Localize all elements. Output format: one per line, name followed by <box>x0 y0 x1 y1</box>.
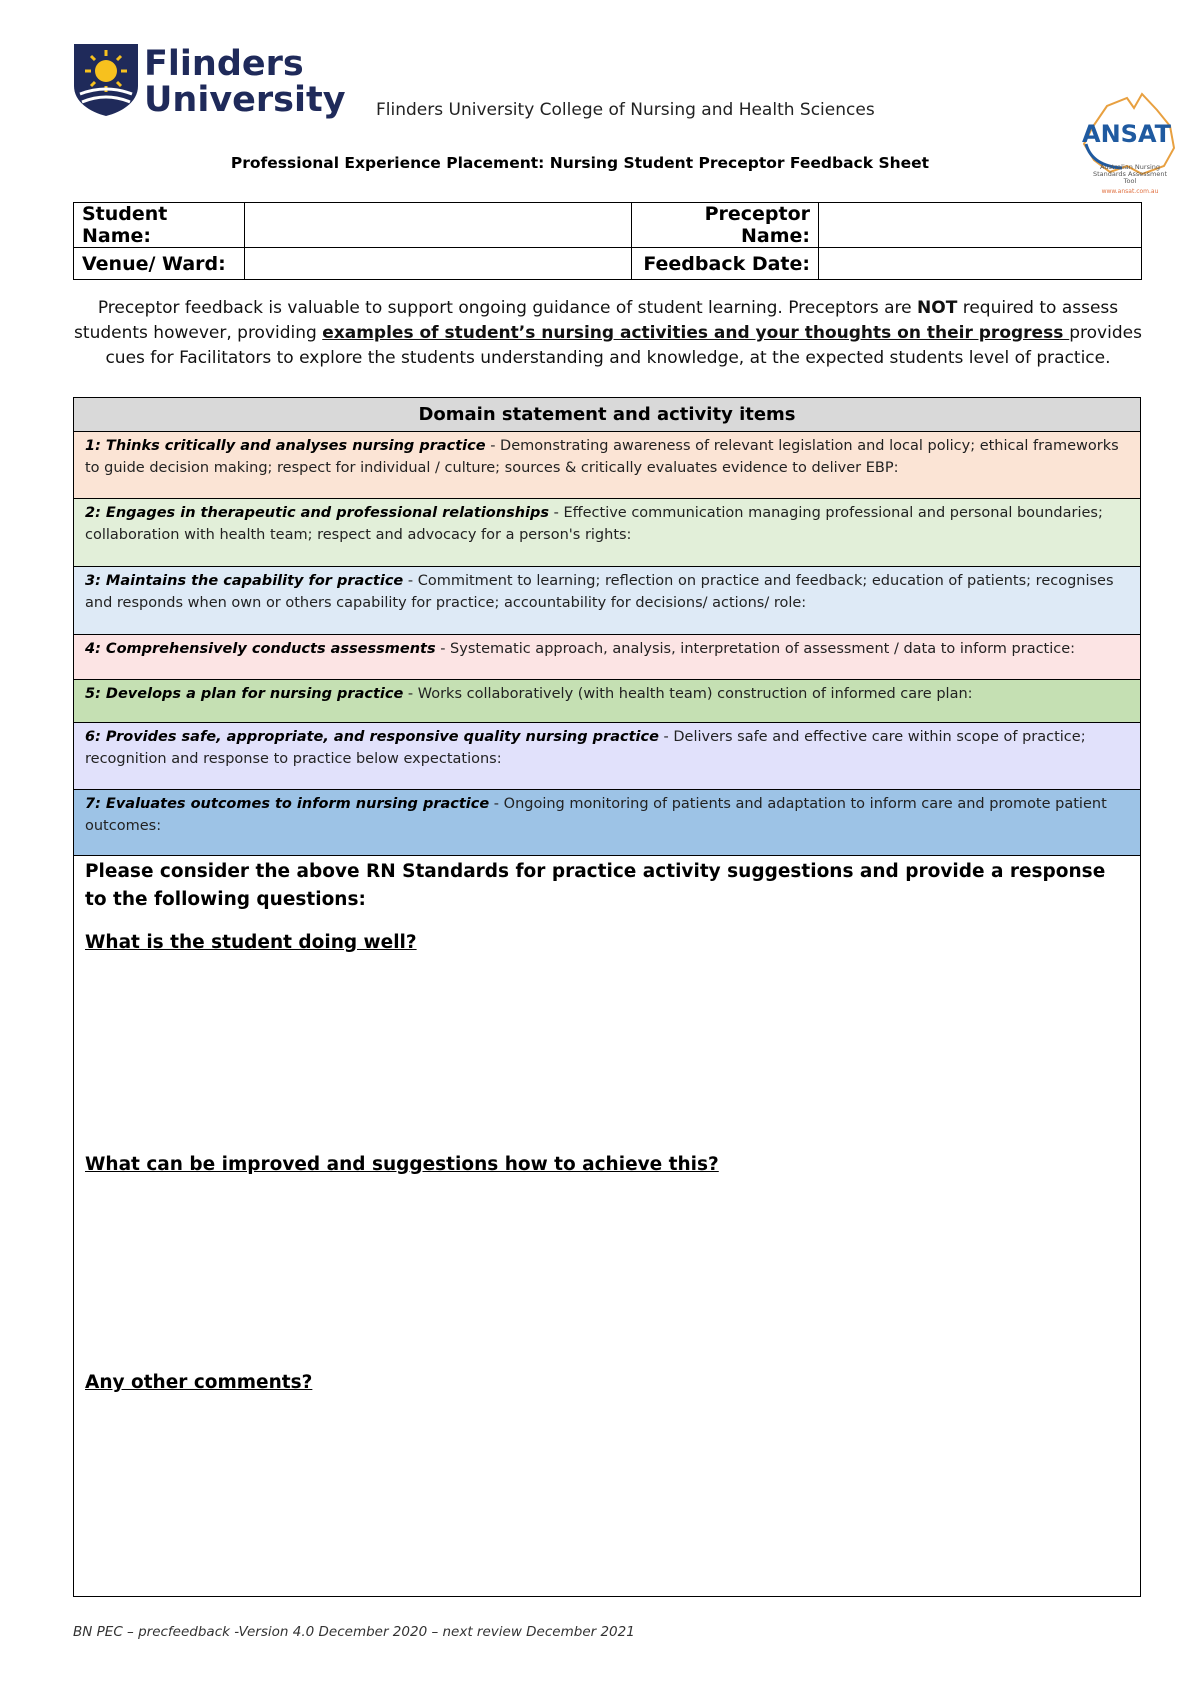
domain-row <box>74 790 1140 856</box>
domain-title: 3: Maintains the capability for practice <box>85 573 404 589</box>
domain-title: 6: Provides safe, appropriate, and responsive quality nursing practice <box>85 729 659 745</box>
ansat-subtitle: Australian Nursing Standards Assessment Tool <box>1092 163 1167 185</box>
flinders-crest-icon <box>72 44 140 116</box>
page-footer: BN PEC – precfeedback -Version 4.0 December 2020 – next review December 2021 <box>73 1624 635 1640</box>
domain-text: - Systematic approach, analysis, interpretation of assessment / data to inform practice: <box>435 641 1076 657</box>
preceptor-name-field[interactable] <box>819 203 1142 248</box>
domain-row <box>74 567 1140 635</box>
student-name-label: Student Name: <box>74 203 245 248</box>
intro-paragraph <box>72 296 1144 371</box>
page-title: Professional Experience Placement: Nursing Student Preceptor Feedback Sheet <box>230 154 930 172</box>
domain-text: - Effective communication managing professional and personal boundaries; collaboration with health team; respect and advocacy for a person's rights: <box>85 505 1103 543</box>
intro-text-2: required to assess students however, providing <box>74 298 1119 343</box>
intro-text-3: provides cues for Facilitators to explore the students understanding and knowledge, at the expected students level of practice. <box>105 323 1142 368</box>
domain-text: - Demonstrating awareness of relevant legislation and local policy; ethical frameworks to guide decision making; respect for individual / culture; sources & critically evaluates evidence to deliver EBP: <box>85 438 1119 476</box>
domain-title: 4: Comprehensively conducts assessments <box>85 641 436 657</box>
questions-intro: Please consider the above RN Standards for practice activity suggestions and provide a response to the following questions: <box>85 861 1106 910</box>
student-name-field[interactable] <box>245 203 632 248</box>
domain-text: - Works collaboratively (with health team) construction of informed care plan: <box>403 686 973 702</box>
intro-text-1: Preceptor feedback is valuable to support ongoing guidance of student learning. Preceptors are <box>97 298 918 318</box>
venue-ward-label: Venue/ Ward: <box>74 248 245 280</box>
domain-text: - Ongoing monitoring of patients and adaptation to inform care and promote patient outcomes: <box>85 796 1107 834</box>
question-doing-well: What is the student doing well? <box>85 932 417 953</box>
ansat-logo <box>1072 88 1184 200</box>
ansat-url: www.ansat.com.au <box>1101 188 1159 195</box>
answer-other-comments-area[interactable] <box>85 1402 1125 1642</box>
domain-row <box>74 432 1140 499</box>
questions-section <box>74 856 1140 1656</box>
domain-row <box>74 680 1140 723</box>
college-name: Flinders University College of Nursing and Health Sciences <box>376 100 875 120</box>
domain-heading: Domain statement and activity items <box>74 398 1140 432</box>
domain-row <box>74 635 1140 680</box>
student-info-table <box>73 202 1142 280</box>
domain-title: 5: Develops a plan for nursing practice <box>85 686 404 702</box>
feedback-date-field[interactable] <box>819 248 1142 280</box>
domain-row <box>74 723 1140 790</box>
intro-emphasis: examples of student’s nursing activities and your thoughts on their progress <box>322 323 1070 343</box>
feedback-date-label: Feedback Date: <box>632 248 819 280</box>
venue-ward-field[interactable] <box>245 248 632 280</box>
flinders-logo <box>72 44 346 124</box>
logo-line-1: Flinders <box>144 44 304 84</box>
logo-line-2: University <box>144 80 346 120</box>
question-improvements: What can be improved and suggestions how to achieve this? <box>85 1154 719 1175</box>
domain-feedback-box <box>73 397 1141 1597</box>
domain-title: 2: Engages in therapeutic and professional relationships <box>85 505 550 521</box>
answer-improvements-area[interactable] <box>85 1184 1125 1364</box>
domain-text: - Delivers safe and effective care within scope of practice; recognition and response to practice below expectations: <box>85 729 1086 767</box>
answer-doing-well-area[interactable] <box>85 962 1125 1142</box>
domain-text: - Commitment to learning; reflection on practice and feedback; education of patients; recognises and responds when own or others capability for practice; accountability for decisions/ actions/ role: <box>85 573 1114 611</box>
domain-title: 7: Evaluates outcomes to inform nursing practice <box>85 796 490 812</box>
domain-row <box>74 499 1140 567</box>
question-other-comments: Any other comments? <box>85 1372 313 1393</box>
intro-not: NOT <box>917 298 958 318</box>
domain-title: 1: Thinks critically and analyses nursing practice <box>85 438 486 454</box>
preceptor-name-label: Preceptor Name: <box>632 203 819 248</box>
ansat-badge-text: ANSAT <box>1082 120 1172 148</box>
